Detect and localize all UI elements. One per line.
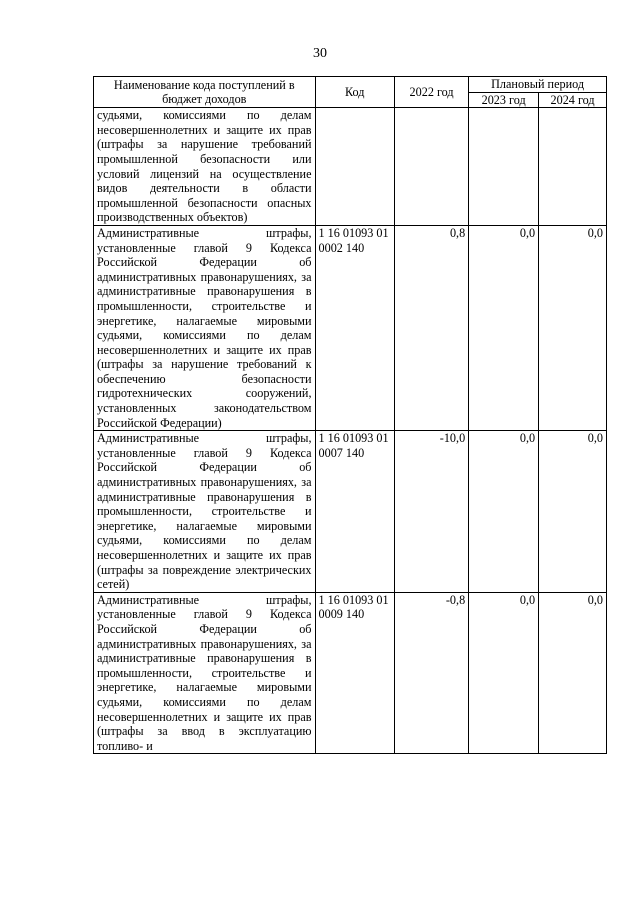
row-code: 1 16 01093 01 0007 140 — [315, 431, 394, 593]
row-value-2023: 0,0 — [469, 225, 539, 430]
row-value-2024: 0,0 — [539, 431, 607, 593]
row-value-2023: 0,0 — [469, 431, 539, 593]
header-year-2024: 2024 год — [539, 92, 607, 108]
header-year-2023: 2023 год — [469, 92, 539, 108]
row-value-2024 — [539, 108, 607, 226]
row-code: 1 16 01093 01 0009 140 — [315, 592, 394, 754]
header-code: Код — [315, 77, 394, 108]
row-code: 1 16 01093 01 0002 140 — [315, 225, 394, 430]
row-code — [315, 108, 394, 226]
row-value-2023 — [469, 108, 539, 226]
table-row — [94, 108, 607, 226]
row-value-2022: -10,0 — [394, 431, 468, 593]
row-name: судьями, комиссиями по делам несовершеннолетних и защите их прав (штрафы за нарушение требований промышленной безопасности или условий лицензий на осуществление видов деятельности в области промышленной безопасности опасных производственных объектов) — [94, 108, 316, 226]
header-plan-period: Плановый период — [469, 77, 607, 93]
row-value-2022: 0,8 — [394, 225, 468, 430]
row-value-2022: -0,8 — [394, 592, 468, 754]
row-name: Административные штрафы, установленные главой 9 Кодекса Российской Федерации об административных правонарушениях, за административные правонарушения в промышленности, строительстве и энергетике, налагаемые мировыми судьями, комиссиями по делам несовершеннолетних и защите их прав (штрафы за повреждение электрических сетей) — [94, 431, 316, 593]
row-value-2024: 0,0 — [539, 225, 607, 430]
budget-revenue-table — [93, 76, 607, 754]
header-year-2022: 2022 год — [394, 77, 468, 108]
header-name: Наименование кода поступлений в бюджет доходов — [94, 77, 316, 108]
table-row — [94, 592, 607, 754]
row-value-2024: 0,0 — [539, 592, 607, 754]
row-value-2022 — [394, 108, 468, 226]
table-row — [94, 431, 607, 593]
table-row — [94, 225, 607, 430]
page-number: 30 — [313, 46, 327, 61]
row-name: Административные штрафы, установленные главой 9 Кодекса Российской Федерации об административных правонарушениях, за административные правонарушения в промышленности, строительстве и энергетике, налагаемые мировыми судьями, комиссиями по делам несовершеннолетних и защите их прав (штрафы за ввод в эксплуатацию топливо- и — [94, 592, 316, 754]
row-value-2023: 0,0 — [469, 592, 539, 754]
row-name: Административные штрафы, установленные главой 9 Кодекса Российской Федерации об административных правонарушениях, за административные правонарушения в промышленности, строительстве и энергетике, налагаемые мировыми судьями, комиссиями по делам несовершеннолетних и защите их прав (штрафы за нарушение требований к обеспечению безопасности гидротехнических сооружений, установленных законодательством Российской Федерации) — [94, 225, 316, 430]
